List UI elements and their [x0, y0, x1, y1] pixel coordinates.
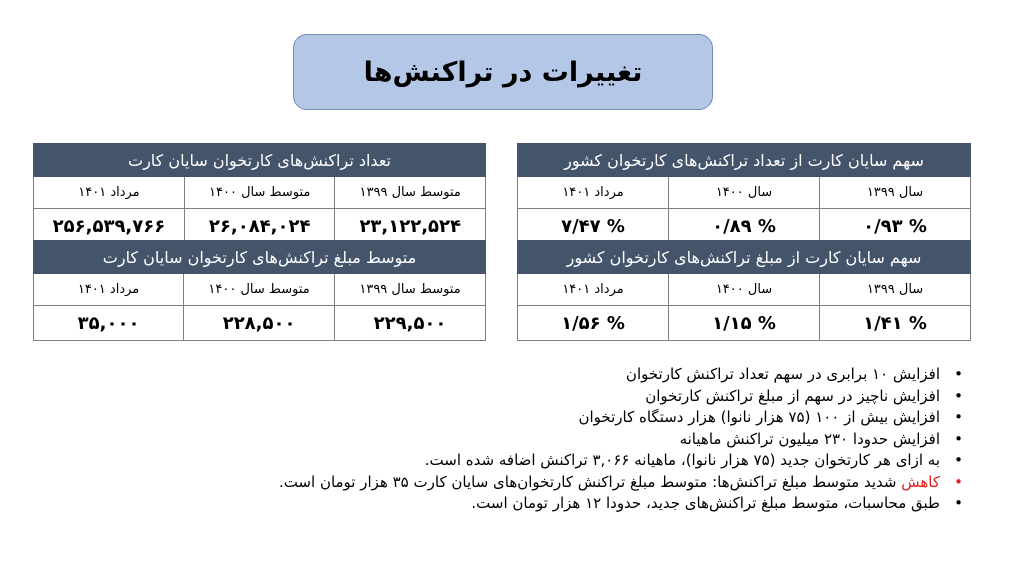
column-header: سال ۱۴۰۰: [669, 177, 820, 209]
table-cell: % ۱/۴۱: [820, 306, 971, 341]
list-item: [46, 386, 966, 408]
column-header: متوسط سال ۱۴۰۰: [184, 274, 335, 306]
column-header: مرداد ۱۴۰۱: [34, 274, 184, 306]
list-item: [46, 407, 966, 429]
table-cell: % ۱/۱۵: [669, 306, 820, 341]
table-cell: ۲۵۶,۵۳۹,۷۶۶: [34, 209, 185, 244]
list-item: [46, 429, 966, 451]
list-item: [46, 472, 966, 494]
bullet-icon: •: [954, 365, 963, 383]
bullet-icon: •: [954, 408, 963, 426]
column-header: متوسط سال ۱۳۹۹: [335, 274, 486, 306]
table-cell: ۲۶,۰۸۴,۰۲۴: [184, 209, 335, 244]
column-header: سال ۱۳۹۹: [820, 274, 971, 306]
bullet-text: طبق محاسبات، متوسط مبلغ تراکنش‌های جدید، حدودا ۱۲ هزار تومان است.: [471, 494, 940, 512]
bullet-text: افزایش حدودا ۲۳۰ میلیون تراکنش ماهیانه: [679, 429, 940, 448]
table-cell: ۲۲۸,۵۰۰: [184, 306, 335, 341]
table-cell: ۲۳,۱۲۲,۵۲۴: [335, 209, 486, 244]
highlight-word: کاهش: [901, 472, 940, 491]
table-cell: ۲۲۹,۵۰۰: [335, 306, 486, 341]
bullet-text: افزایش بیش از ۱۰۰ (۷۵ هزار نانوا) هزار دستگاه کارتخوان: [578, 408, 940, 426]
column-header: مرداد ۱۴۰۱: [518, 274, 669, 306]
bullet-icon: •: [954, 472, 963, 491]
bullet-text: افزایش ۱۰ برابری در سهم تعداد تراکنش کارتخوان: [625, 365, 940, 383]
transaction-amount-table: [33, 240, 486, 341]
bullet-text: افزایش ناچیز در سهم از مبلغ تراکنش کارتخوان: [645, 386, 940, 405]
count-share-table: [517, 143, 971, 244]
bullet-list: [46, 364, 966, 515]
table-cell: % ۰/۸۹: [669, 209, 820, 244]
bullet-icon: •: [954, 451, 963, 469]
column-header: سال ۱۴۰۰: [669, 274, 820, 306]
column-header: مرداد ۱۴۰۱: [34, 177, 185, 209]
table-cell: % ۰/۹۳: [820, 209, 971, 244]
bullet-icon: •: [954, 494, 963, 512]
amount-share-table: [517, 240, 971, 341]
table-cell: % ۱/۵۶: [518, 306, 669, 341]
bullet-icon: •: [954, 386, 963, 405]
bullet-text: شدید متوسط مبلغ تراکنش‌ها: متوسط مبلغ تراکنش کارتخوان‌های سایان کارت ۳۵ هزار تومان است.: [278, 472, 902, 491]
page-title: تغییرات در تراکنش‌ها: [363, 56, 643, 88]
bullet-icon: •: [954, 429, 963, 448]
table-header: متوسط مبلغ تراکنش‌های کارتخوان سایان کارت: [34, 241, 486, 274]
column-header: مرداد ۱۴۰۱: [518, 177, 669, 209]
title-box: [293, 34, 713, 110]
list-item: [46, 364, 966, 386]
column-header: متوسط سال ۱۳۹۹: [335, 177, 486, 209]
table-cell: % ۷/۴۷: [518, 209, 669, 244]
list-item: [46, 450, 966, 472]
column-header: متوسط سال ۱۴۰۰: [184, 177, 335, 209]
table-header: سهم سایان کارت از مبلغ تراکنش‌های کارتخوان کشور: [518, 241, 971, 274]
table-cell: ۳۵,۰۰۰: [34, 306, 184, 341]
transaction-count-table: [33, 143, 486, 244]
bullet-text: به ازای هر کارتخوان جدید (۷۵ هزار نانوا)، ماهیانه ۳,۰۶۶ تراکنش اضافه شده است.: [424, 451, 940, 469]
table-header: تعداد تراکنش‌های کارتخوان سایان کارت: [34, 144, 486, 177]
list-item: [46, 493, 966, 515]
column-header: سال ۱۳۹۹: [820, 177, 971, 209]
table-header: سهم سایان کارت از تعداد تراکنش‌های کارتخوان کشور: [518, 144, 971, 177]
